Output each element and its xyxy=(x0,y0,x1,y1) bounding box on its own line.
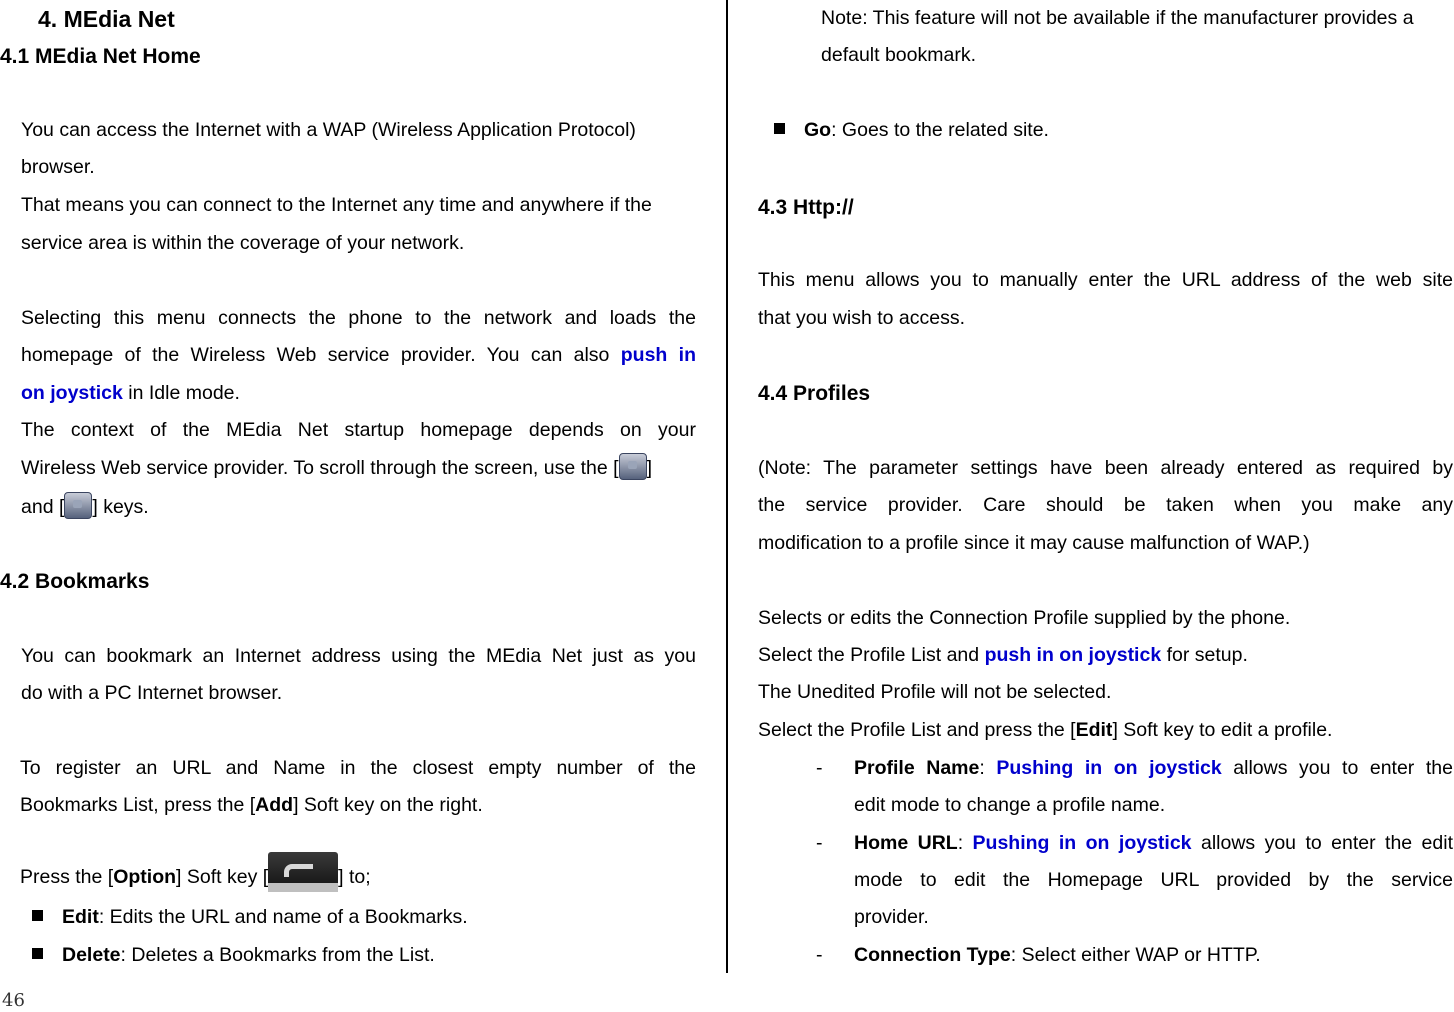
paragraph-line: modification to a profile since it may cause malfunction of WAP.) xyxy=(758,532,1310,554)
page-number: 46 xyxy=(2,990,25,1011)
square-bullet-icon xyxy=(32,948,43,959)
paragraph-line xyxy=(21,450,696,488)
bold-text: Add xyxy=(255,794,294,816)
paragraph-line: The context of the MEdia Net startup homepage depends on your xyxy=(21,419,696,441)
text-span: ] xyxy=(646,457,652,479)
paragraph-line xyxy=(20,852,371,897)
text-span: Select the Profile List and xyxy=(758,644,980,666)
list-item-line: edit mode to change a profile name. xyxy=(854,794,1166,816)
list-item xyxy=(32,899,468,937)
column-divider xyxy=(726,0,728,973)
paragraph-line: To register an URL and Name in the closest empty number of the xyxy=(20,757,696,779)
bold-text: Edit xyxy=(1075,719,1113,741)
text-span xyxy=(854,757,985,779)
section-heading-4-3: 4.3 Http:// xyxy=(758,196,854,219)
list-item xyxy=(774,112,1049,150)
softkey-icon xyxy=(268,852,338,892)
bold-text: Connection Type xyxy=(854,944,1011,966)
bold-text: Delete xyxy=(62,944,121,966)
highlight-text: push in xyxy=(620,344,696,366)
paragraph-line: do with a PC Internet browser. xyxy=(21,682,283,704)
list-item-line xyxy=(854,937,1261,975)
highlight-text: Pushing in on joystick xyxy=(996,757,1222,779)
paragraph-line xyxy=(20,787,483,825)
text-span xyxy=(854,832,963,854)
dash-marker: - xyxy=(816,757,823,779)
list-item-line: provider. xyxy=(854,906,929,928)
list-item-line xyxy=(854,750,1453,788)
text-span: : Goes to the related site. xyxy=(831,119,1049,141)
paragraph-line: service area is within the coverage of your network. xyxy=(21,232,465,254)
text-span: for setup. xyxy=(1166,644,1248,666)
list-item xyxy=(32,937,435,975)
text-span: Select the Profile List and press the [ xyxy=(758,719,1076,741)
paragraph-line xyxy=(21,375,240,413)
text-span: ] Soft key [ xyxy=(176,866,269,888)
note-line: default bookmark. xyxy=(821,44,977,66)
paragraph-line: That means you can connect to the Internet any time and anywhere if the xyxy=(21,194,652,216)
text-span: : xyxy=(957,832,964,854)
paragraph-line: Selecting this menu connects the phone to the network and loads the xyxy=(21,307,696,329)
text-span: ] Soft key on the right. xyxy=(293,794,483,816)
list-item-line xyxy=(854,825,1453,863)
paragraph-line: the service provider. Care should be taken when you make any xyxy=(758,494,1453,516)
section-heading-4-4: 4.4 Profiles xyxy=(758,382,871,405)
list-item-line: mode to edit the Homepage URL provided by the service xyxy=(854,869,1453,891)
highlight-text: Pushing in on joystick xyxy=(972,832,1192,854)
paragraph-line: You can access the Internet with a WAP (Wireless Application Protocol) xyxy=(21,119,636,141)
square-bullet-icon xyxy=(32,910,43,921)
paragraph-line xyxy=(21,489,149,527)
paragraph-line xyxy=(21,337,696,375)
chapter-title: 4. MEdia Net xyxy=(38,6,175,32)
text-span: allows you to enter the edit xyxy=(1200,832,1453,854)
text-span: homepage of the Wireless Web service provider. You can also xyxy=(21,344,610,366)
text-span: ] keys. xyxy=(92,496,149,518)
paragraph-line: that you wish to access. xyxy=(758,307,966,329)
bold-text: Home URL xyxy=(854,832,958,854)
paragraph-line xyxy=(758,637,1248,675)
bold-text: Profile Name xyxy=(854,757,980,779)
paragraph-line: The Unedited Profile will not be selected. xyxy=(758,681,1112,703)
text-span: Wireless Web service provider. To scroll through the screen, use the [ xyxy=(21,457,619,479)
text-span: : Deletes a Bookmarks from the List. xyxy=(120,944,435,966)
text-span: Press the [ xyxy=(20,866,114,888)
text-span: : xyxy=(979,757,985,779)
dash-marker: - xyxy=(816,944,823,966)
square-bullet-icon xyxy=(774,123,785,134)
nav-key-icon xyxy=(619,453,647,480)
text-span: Bookmarks List, press the [ xyxy=(20,794,256,816)
text-span: ] Soft key to edit a profile. xyxy=(1112,719,1333,741)
text-span: in Idle mode. xyxy=(128,382,240,404)
nav-key-icon xyxy=(64,492,92,519)
text-span: allows you to enter the xyxy=(1233,757,1453,779)
note-line: Note: This feature will not be available if the manufacturer provides a xyxy=(821,7,1414,29)
text-span: ] to; xyxy=(338,866,371,888)
bold-text: Edit xyxy=(62,906,99,928)
paragraph-line: This menu allows you to manually enter the URL address of the web site xyxy=(758,269,1453,291)
bold-text: Option xyxy=(113,866,177,888)
paragraph-line xyxy=(758,712,1332,750)
paragraph-line: You can bookmark an Internet address using the MEdia Net just as you xyxy=(21,645,696,667)
highlight-text: on joystick xyxy=(21,382,123,404)
paragraph-line: browser. xyxy=(21,156,95,178)
section-heading-4-2: 4.2 Bookmarks xyxy=(0,570,150,593)
text-span: and [ xyxy=(21,496,65,518)
bold-text: Go xyxy=(804,119,832,141)
text-span: : Select either WAP or HTTP. xyxy=(1010,944,1261,966)
paragraph-line: (Note: The parameter settings have been already entered as required by xyxy=(758,457,1453,479)
highlight-text: push in on joystick xyxy=(984,644,1162,666)
section-heading-4-1: 4.1 MEdia Net Home xyxy=(0,45,201,68)
dash-marker: - xyxy=(816,832,823,854)
text-span: : Edits the URL and name of a Bookmarks. xyxy=(98,906,468,928)
paragraph-line: Selects or edits the Connection Profile supplied by the phone. xyxy=(758,607,1291,629)
